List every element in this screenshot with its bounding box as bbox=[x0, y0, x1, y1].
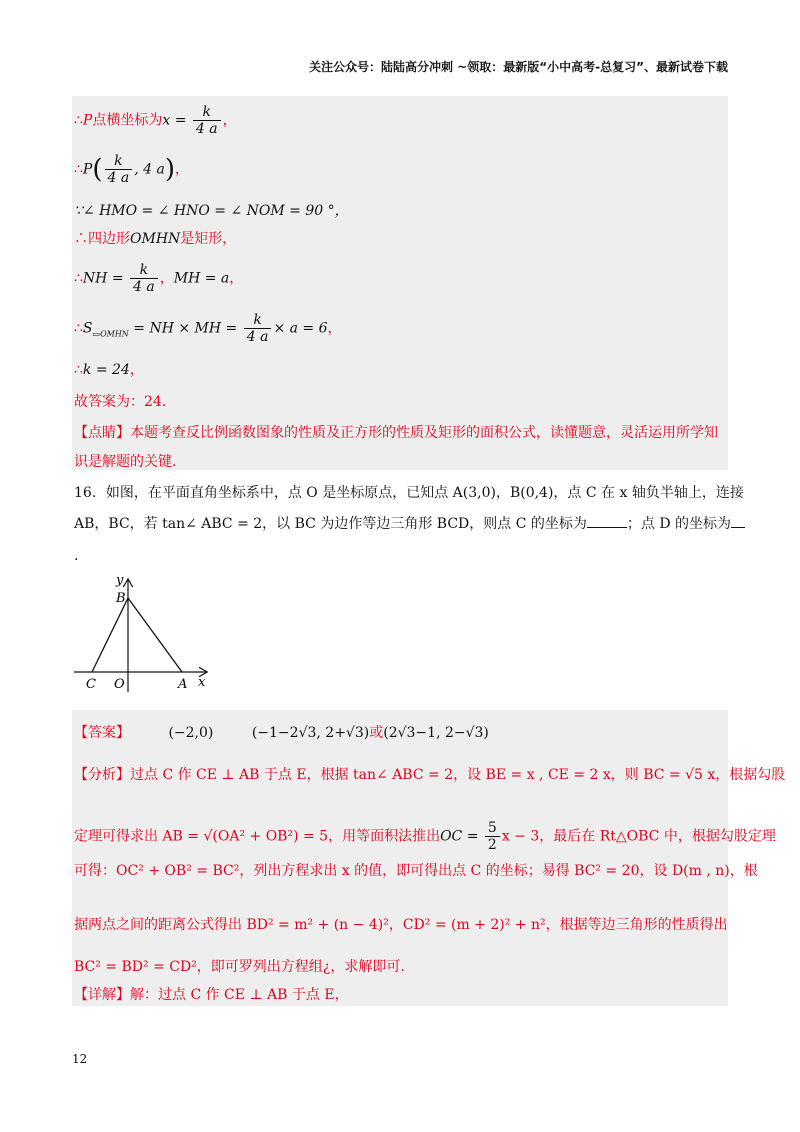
note-line-2: 识是解题的关键. bbox=[74, 454, 177, 470]
label-b: B bbox=[116, 591, 126, 606]
note-line-1: 【点睛】本题考查反比例函数图象的性质及正方形的性质及矩形的面积公式，读懂题意，灵活运用所学知 bbox=[74, 425, 718, 441]
answer-blank-2 bbox=[731, 515, 745, 528]
question-line-3: . bbox=[74, 548, 79, 564]
solution-answer-line: 故答案为：24. bbox=[74, 394, 167, 410]
segment-bc bbox=[92, 598, 128, 672]
solution-line-7: ∴k = 24， bbox=[74, 362, 144, 378]
triangle-figure bbox=[70, 570, 220, 695]
solution-line-2: ∴P( $\frac{k}{4 a}$ , 4 a)， bbox=[74, 153, 189, 186]
analysis-line-4: 据两点之间的距离公式得出 BD² = m² + (n − 4)²，CD² = (m + 2)² + n²，根据等边三角形的性质得出 bbox=[74, 917, 728, 933]
analysis-line-1: 【分析】过点 C 作 CE ⊥ AB 于点 E，根据 tan∠ ABC = 2，设 BE = x , CE = 2 x，则 BC = √5 x，根据勾股 bbox=[74, 767, 786, 783]
label-c: C bbox=[86, 677, 96, 692]
answer-blank-1 bbox=[587, 515, 627, 528]
question-line-1: 16．如图，在平面直角坐标系中，点 O 是坐标原点，已知点 A(3,0)，B(0,4)，点 C 在 x 轴负半轴上，连接 bbox=[74, 485, 744, 501]
solution-line-1: ∴P点横坐标为x = $\frac{k}{4 a}$ ， bbox=[74, 104, 237, 137]
segment-ba bbox=[128, 598, 182, 672]
label-x: x bbox=[198, 675, 206, 690]
solution-line-5: ∴NH = $\frac{k}{4 a}$ ，MH = a， bbox=[74, 262, 244, 295]
solution-line-4: ∴四边形OMHN是矩形， bbox=[74, 231, 237, 247]
analysis-line-3: 可得：OC² + OB² = BC²，列出方程求出 x 的值，即可得出点 C 的坐标；易得 BC² = 20，设 D(m , n)，根 bbox=[74, 863, 758, 879]
question-line-2: AB，BC，若 tan∠ ABC = 2，以 BC 为边作等边三角形 BCD，则点 C 的坐标为 ；点 D 的坐标为 bbox=[74, 515, 745, 533]
page-number: 12 bbox=[72, 1052, 88, 1066]
solution-line-3: ∵∠ HMO = ∠ HNO = ∠ NOM = 90 °， bbox=[74, 203, 349, 219]
label-o: O bbox=[114, 677, 125, 692]
solution-line-6: $\therefore S_{▭OMHN}$ = NH × MH = $\frac{k}{4 a}$ × a = 6， bbox=[74, 312, 342, 345]
label-y: y bbox=[116, 573, 124, 588]
answer-line: 【答案】 (−2,0) (−1−2√3, 2+√3)或(2√3−1, 2−√3) bbox=[74, 725, 489, 741]
analysis-line-2: 定理可得求出 AB = √(OA² + OB²) = 5，用等面积法推出OC = $\frac{5}{2}$ x − 3，最后在 Rt△OBC 中，根据勾股定理 bbox=[74, 820, 776, 853]
detail-line-1: 【详解】解：过点 C 作 CE ⊥ AB 于点 E， bbox=[74, 987, 349, 1003]
page-header: 关注公众号：陆陆高分冲刺 ~领取：最新版“小中高考-总复习”、最新试卷下载 bbox=[309, 60, 728, 74]
analysis-line-5: BC² = BD² = CD²，即可罗列出方程组¿，求解即可. bbox=[74, 959, 405, 975]
label-a: A bbox=[178, 677, 188, 692]
